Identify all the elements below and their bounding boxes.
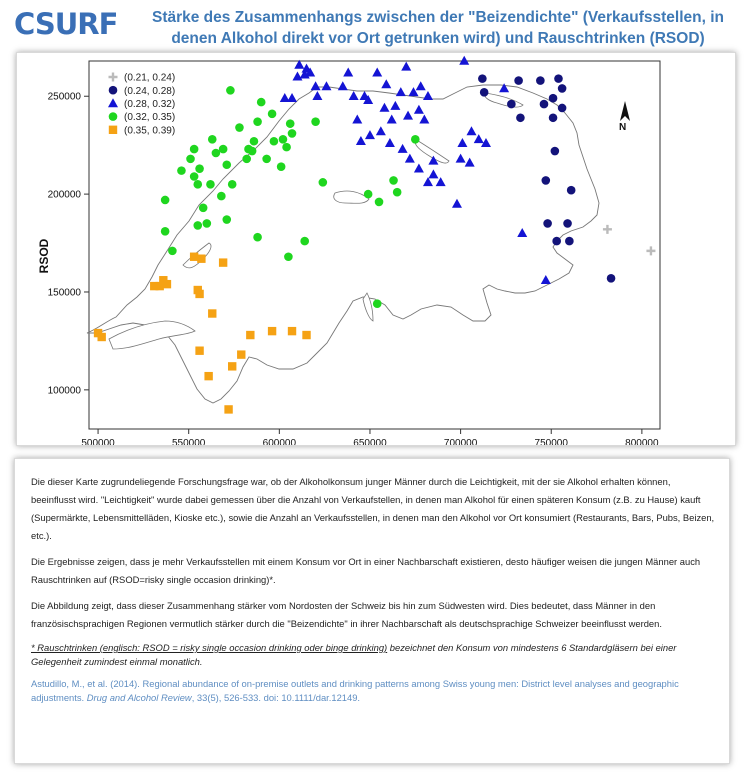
data-point-series-5 bbox=[197, 255, 205, 263]
chart-panel bbox=[16, 52, 736, 446]
y-axis-label: RSOD bbox=[37, 238, 51, 274]
data-point-series-4 bbox=[364, 190, 373, 199]
data-point-series-4 bbox=[190, 145, 199, 154]
data-point-series-4 bbox=[195, 164, 204, 173]
data-point-series-2 bbox=[565, 237, 574, 246]
data-point-series-5 bbox=[204, 372, 212, 380]
legend-label-5: (0.35, 0.39) bbox=[124, 125, 176, 137]
data-point-series-2 bbox=[607, 274, 616, 283]
x-tick-label: 800000 bbox=[625, 438, 659, 445]
data-point-series-2 bbox=[543, 219, 552, 228]
data-point-series-2 bbox=[549, 113, 558, 122]
data-point-series-4 bbox=[222, 215, 231, 224]
x-tick-label: 600000 bbox=[262, 438, 297, 445]
y-tick-label: 250000 bbox=[47, 91, 81, 103]
legend-label-2: (0.24, 0.28) bbox=[124, 85, 176, 97]
data-point-series-2 bbox=[558, 84, 567, 93]
data-point-series-5 bbox=[246, 331, 254, 339]
data-point-series-2 bbox=[536, 76, 545, 85]
footnote-definition: bezeichnet den Konsum von mindestens 6 Standardgläsern bei einer Gelegenheit zumindest einmal monatlich. bbox=[31, 642, 677, 667]
paragraph-interpretation: Die Abbildung zeigt, dass dieser Zusammenhang stärker vom Nordosten der Schweiz bis hin zum Südwesten wird. Dies bedeutet, dass Männer in den französischsprachigen Regionen vermutlich stärker durch die "Beizendichte" in ihrer Nachbarschaft als deutschsprachige Schweizer beeinflusst werden. bbox=[31, 600, 662, 629]
data-point-series-4 bbox=[288, 129, 297, 138]
footnote-term: * Rauschtrinken (englisch: RSOD = risky single occasion drinking oder binge drinking) bbox=[31, 642, 388, 653]
data-point-series-4 bbox=[193, 221, 202, 230]
data-point-series-4 bbox=[300, 237, 309, 246]
data-point-series-4 bbox=[203, 219, 212, 228]
data-point-series-2 bbox=[480, 88, 489, 97]
description-panel bbox=[14, 458, 730, 764]
data-point-series-4 bbox=[286, 119, 295, 128]
data-point-series-4 bbox=[253, 233, 262, 242]
data-point-series-5 bbox=[237, 350, 245, 358]
data-point-series-4 bbox=[248, 147, 257, 156]
data-point-series-4 bbox=[311, 117, 320, 126]
x-tick-label: 750000 bbox=[534, 438, 568, 445]
data-point-series-4 bbox=[161, 227, 170, 236]
data-point-series-5 bbox=[195, 290, 203, 298]
data-point-series-4 bbox=[268, 110, 277, 119]
x-tick-label: 550000 bbox=[172, 438, 206, 445]
data-point-series-4 bbox=[190, 172, 199, 181]
paragraph-results: Die Ergebnisse zeigen, dass je mehr Verkaufsstellen mit einem Konsum vor Ort in einer Nachbarschaft existieren, desto häufiger weisen die jungen Männer auch Rauschtrinken auf (RSOD=risky single occasion drinking)*. bbox=[31, 556, 701, 585]
data-point-series-2 bbox=[551, 147, 560, 156]
data-point-series-5 bbox=[163, 280, 171, 288]
data-point-series-4 bbox=[168, 247, 177, 256]
data-point-series-4 bbox=[212, 149, 221, 158]
data-point-series-4 bbox=[262, 155, 271, 164]
data-point-series-4 bbox=[250, 137, 259, 146]
data-point-series-4 bbox=[411, 135, 420, 144]
data-point-series-4 bbox=[199, 204, 208, 213]
data-point-series-4 bbox=[253, 117, 262, 126]
data-point-series-5 bbox=[219, 258, 227, 266]
switzerland-map-chart bbox=[17, 53, 735, 445]
data-point-series-4 bbox=[319, 178, 328, 187]
data-point-series-2 bbox=[516, 113, 525, 122]
legend-marker-4 bbox=[109, 112, 118, 121]
data-point-series-4 bbox=[226, 86, 235, 95]
data-point-series-4 bbox=[235, 123, 244, 132]
data-point-series-5 bbox=[288, 327, 296, 335]
page-title: Stärke des Zusammenhangs zwischen der "Beizendichte" (Verkaufsstellen, in denen Alkohol direkt vor Ort getrunken wird) und Rauschtrinken (RSOD) bbox=[151, 9, 725, 47]
data-point-series-4 bbox=[222, 160, 231, 169]
x-tick-label: 650000 bbox=[353, 438, 387, 445]
data-point-series-4 bbox=[228, 180, 237, 189]
data-point-series-4 bbox=[161, 196, 170, 205]
data-point-series-4 bbox=[206, 180, 215, 189]
legend-label-1: (0.21, 0.24) bbox=[124, 72, 176, 84]
data-point-series-5 bbox=[208, 309, 216, 317]
legend-marker-5 bbox=[109, 126, 117, 134]
data-point-series-2 bbox=[552, 237, 561, 246]
data-point-series-2 bbox=[558, 104, 567, 113]
data-point-series-4 bbox=[242, 155, 251, 164]
y-tick-label: 150000 bbox=[47, 287, 81, 299]
data-point-series-4 bbox=[282, 143, 291, 152]
data-point-series-4 bbox=[219, 145, 228, 154]
legend-label-4: (0.32, 0.35) bbox=[124, 112, 176, 124]
legend-label-3: (0.28, 0.32) bbox=[124, 99, 176, 110]
data-point-series-2 bbox=[514, 76, 523, 85]
data-point-series-4 bbox=[186, 155, 195, 164]
citation-details: , 33(5), 526-533. doi: 10.1111/dar.12149. bbox=[191, 692, 361, 703]
data-point-series-2 bbox=[540, 100, 549, 109]
data-point-series-4 bbox=[257, 98, 266, 107]
csurf-logo: CSURF bbox=[14, 7, 118, 41]
data-point-series-5 bbox=[195, 347, 203, 355]
citation-authors-title: Astudillo, M., et al. (2014). Regional abundance of on-premise outlets and drinking patterns among Swiss young men: District level analyses and geographic adjustments. bbox=[31, 678, 679, 703]
citation[interactable] bbox=[31, 677, 715, 705]
data-point-series-4 bbox=[277, 162, 286, 171]
x-tick-label: 500000 bbox=[81, 438, 115, 445]
footnote bbox=[31, 641, 715, 669]
x-tick-label: 700000 bbox=[443, 438, 478, 445]
data-point-series-5 bbox=[302, 331, 310, 339]
data-point-series-2 bbox=[567, 186, 576, 195]
legend-marker-2 bbox=[109, 86, 118, 95]
data-point-series-2 bbox=[549, 94, 558, 103]
data-point-series-4 bbox=[270, 137, 279, 146]
data-point-series-2 bbox=[507, 100, 516, 109]
data-point-series-2 bbox=[478, 74, 487, 83]
data-point-series-4 bbox=[193, 180, 202, 189]
data-point-series-2 bbox=[554, 74, 563, 83]
data-point-series-5 bbox=[190, 253, 198, 261]
data-point-series-4 bbox=[279, 135, 288, 144]
data-point-series-4 bbox=[375, 198, 384, 207]
data-point-series-5 bbox=[228, 362, 236, 370]
y-tick-label: 100000 bbox=[47, 385, 81, 397]
data-point-series-4 bbox=[284, 252, 293, 261]
data-point-series-2 bbox=[563, 219, 572, 228]
paragraph-research-question: Die dieser Karte zugrundeliegende Forschungsfrage war, ob der Alkoholkonsum junger Männer durch die Leichtigkeit, mit der sie Alkohol erhalten können, beeinflusst wird. "Leichtigkeit" wurde dabei gemessen über die Anzahl von Verkaufstellen, in denen man Alkohol für einen späteren Konsum (z.B. zu Hause) kauft (Supermärkte, Lebensmittelläden, Kioske etc.), sowie die Anzahl an Verkaufsstellen, in denen man den Alkohol vor Ort konsumiert (Restaurants, Bars, Pubs, Beizen, etc.). bbox=[31, 476, 715, 541]
data-point-series-4 bbox=[217, 192, 226, 201]
data-point-series-4 bbox=[373, 299, 382, 308]
data-point-series-3 bbox=[459, 56, 469, 65]
citation-journal: Drug and Alcohol Review bbox=[86, 692, 192, 703]
data-point-series-5 bbox=[97, 333, 105, 341]
data-point-series-4 bbox=[389, 176, 398, 185]
north-label: N bbox=[619, 122, 627, 133]
data-point-series-4 bbox=[177, 166, 186, 175]
data-point-series-4 bbox=[393, 188, 402, 197]
data-point-series-4 bbox=[208, 135, 217, 144]
y-tick-label: 200000 bbox=[47, 189, 81, 201]
data-point-series-5 bbox=[224, 405, 232, 413]
data-point-series-2 bbox=[542, 176, 551, 185]
data-point-series-5 bbox=[268, 327, 276, 335]
